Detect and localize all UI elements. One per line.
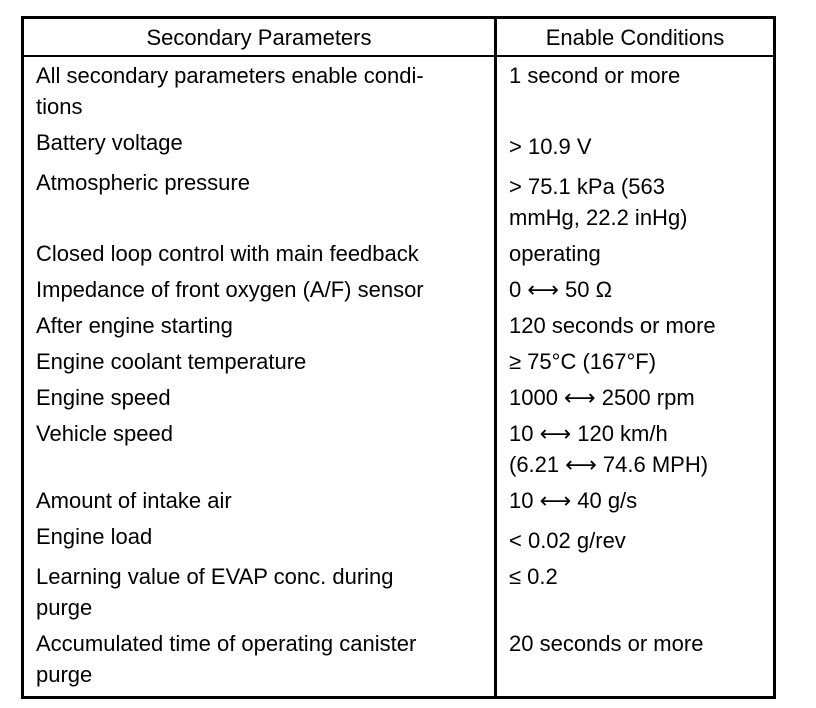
header-enable-conditions: Enable Conditions [496, 18, 775, 57]
param-cell: Engine speed [23, 380, 496, 416]
param-cell: Engine load [23, 519, 496, 559]
param-text-line1: All secondary parameters enable condi- [36, 63, 424, 88]
table-row [23, 165, 775, 236]
condition-text-line2: (6.21 ⟷ 74.6 MPH) [509, 452, 709, 477]
condition-text-line2: mmHg, 22.2 inHg) [509, 205, 688, 230]
condition-cell [496, 125, 775, 165]
secondary-parameters-table [21, 16, 776, 699]
condition-text-line1: > 75.1 kPa (563 [509, 174, 665, 199]
condition-cell: 20 seconds or more [509, 631, 704, 656]
param-cell: Amount of intake air [23, 483, 496, 519]
param-text-line2: tions [36, 94, 83, 119]
condition-cell [496, 519, 775, 559]
condition-cell: ≥ 75°C (167°F) [509, 349, 657, 374]
table-row [23, 416, 775, 483]
param-cell [23, 56, 496, 125]
condition-cell: ≤ 0.2 [509, 564, 558, 589]
param-text-line2: purge [36, 662, 93, 687]
condition-cell: 10 ⟷ 40 g/s [509, 488, 638, 513]
condition-cell [496, 56, 775, 125]
param-cell [23, 559, 496, 626]
table-row [23, 483, 775, 519]
header-row [23, 18, 775, 57]
param-text-line1: Learning value of EVAP conc. during [36, 564, 394, 589]
param-cell: Closed loop control with main feedback [23, 236, 496, 272]
param-text-line2: purge [36, 595, 93, 620]
condition-text: < 0.02 g/rev [509, 528, 626, 553]
condition-text: > 10.9 V [509, 134, 592, 159]
param-cell: Vehicle speed [23, 416, 496, 483]
table-row [23, 56, 775, 125]
param-cell: Battery voltage [23, 125, 496, 165]
param-cell: After engine starting [23, 308, 496, 344]
table-row [23, 272, 775, 308]
table-row [23, 559, 775, 626]
param-text-line1: Accumulated time of operating canister [36, 631, 417, 656]
param-cell: Engine coolant temperature [23, 344, 496, 380]
table-row [23, 380, 775, 416]
condition-cell: 0 ⟷ 50 Ω [509, 277, 613, 302]
param-cell: Impedance of front oxygen (A/F) sensor [23, 272, 496, 308]
table-row [23, 626, 775, 698]
table-row [23, 236, 775, 272]
param-cell: Atmospheric pressure [23, 165, 496, 236]
condition-cell: 1000 ⟷ 2500 rpm [509, 385, 695, 410]
header-secondary-parameters: Secondary Parameters [23, 18, 496, 57]
param-cell [23, 626, 496, 698]
table-row [23, 308, 775, 344]
table-row [23, 125, 775, 165]
condition-text-line1: 10 ⟷ 120 km/h [509, 421, 668, 446]
condition-cell: operating [509, 241, 601, 266]
table-row [23, 519, 775, 559]
condition-cell: 120 seconds or more [509, 313, 716, 338]
condition-cell [496, 165, 775, 236]
condition-cell [496, 416, 775, 483]
condition-text: 1 second or more [509, 63, 681, 88]
table-row [23, 344, 775, 380]
